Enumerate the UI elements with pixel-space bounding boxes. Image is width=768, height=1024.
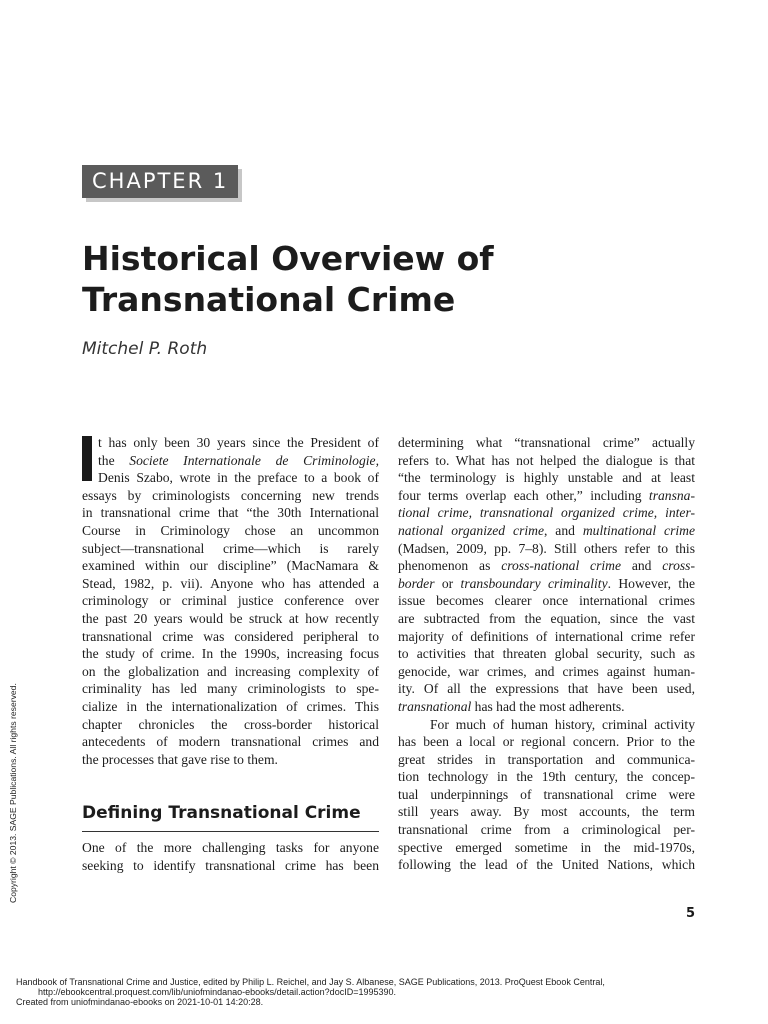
text-line: tional crime, transnational organized crime, inter- <box>398 505 695 521</box>
text-line: transnational has had the most adherents. <box>398 698 625 714</box>
text-line: are subtracted from the equation, since the vast <box>398 610 695 626</box>
text-line: the study of crime. In the 1990s, increasing focus <box>82 646 379 662</box>
text-line: phenomenon as cross-national crime and cross- <box>398 558 695 574</box>
text-line: tion technology in the 19th century, the concep- <box>398 769 695 785</box>
text-line: antecedents of modern transnational crimes and <box>82 734 379 750</box>
text-line: spective emerged sometime in the mid-1970s, <box>398 839 695 855</box>
page-number: 5 <box>686 906 696 921</box>
text-line: criminology or criminal justice conference over <box>82 593 379 609</box>
text-line: cialize in the internationalization of crimes. This <box>82 698 379 714</box>
text-line: majority of definitions of international crime refer <box>398 628 695 644</box>
text-line: great strides in transportation and communica- <box>398 751 695 767</box>
citation-created: Created from uniofmindanao-ebooks on 2021-10-01 14:20:28. <box>16 997 264 1007</box>
text-line: tual underpinnings of transnational crime were <box>398 786 695 802</box>
text-line: the processes that gave rise to them. <box>82 751 278 767</box>
history-paragraph <box>398 716 695 874</box>
text-line: the past 20 years would be struck at how recently <box>82 610 379 626</box>
text-line: issue becomes clearer once international crimes <box>398 593 695 609</box>
intro-paragraph <box>82 434 379 768</box>
citation-url[interactable]: http://ebookcentral.proquest.com/lib/uniofmindanao-ebooks/detail.action?docID=1995390. <box>38 987 396 997</box>
text-line: t has only been 30 years since the President of <box>98 435 379 450</box>
text-line: chapter chronicles the cross-border historical <box>82 716 379 732</box>
text-line: determining what “transnational crime” actually <box>398 435 695 450</box>
chapter-label: CHAPTER 1 <box>82 165 238 198</box>
text-line: four terms overlap each other,” including transna- <box>398 487 695 503</box>
section-paragraph <box>82 839 379 874</box>
body-column-right <box>398 434 695 874</box>
text-line: “the terminology is highly unstable and at least <box>398 470 695 486</box>
text-line: essays by criminologists concerning new trends <box>82 487 379 503</box>
text-line: in transnational crime that “the 30th International <box>82 505 379 521</box>
text-line: border or transboundary criminality. However, the <box>398 575 695 591</box>
citation-footer <box>16 977 605 1007</box>
body-column-left <box>82 434 379 768</box>
section-body <box>82 839 379 874</box>
chapter-title <box>82 238 642 320</box>
text-line: seeking to identify transnational crime has been <box>82 857 379 873</box>
text-line: For much of human history, criminal activity <box>430 716 695 732</box>
text-line: ity. Of all the expressions that have been used, <box>398 681 695 697</box>
text-line: to activities that threaten global security, such as <box>398 646 695 662</box>
copyright-notice: Copyright © 2013. SAGE Publications. All rights reserved. <box>8 683 18 903</box>
text-line: Stead, 1982, p. vii). Anyone who has attended a <box>82 575 379 591</box>
citation-line-1: Handbook of Transnational Crime and Justice, edited by Philip L. Reichel, and Jay S. Albanese, SAGE Publications, 2013. ProQuest Ebook Central, <box>16 977 605 987</box>
text-line: the Societe Internationale de Criminologie, <box>98 452 379 468</box>
text-line: subject—transnational crime—which is rarely <box>82 540 379 556</box>
chapter-title-line-1: Historical Overview of <box>82 239 494 278</box>
text-line: Denis Szabo, wrote in the preface to a book of <box>98 470 379 486</box>
text-line: Course in Criminology chose an uncommon <box>82 522 379 538</box>
text-line: following the lead of the United Nations, which <box>398 857 695 873</box>
text-line: genocide, war crimes, and crimes against human- <box>398 663 695 679</box>
text-line: still years away. By most accounts, the term <box>398 804 695 820</box>
text-line: (Madsen, 2009, pp. 7–8). Still others refer to this <box>398 540 695 556</box>
text-line: on the globalization and increasing complexity of <box>82 663 379 679</box>
chapter-title-line-2: Transnational Crime <box>82 280 456 319</box>
text-line: examined within our discipline” (MacNamara & <box>82 558 379 574</box>
text-line: refers to. What has not helped the dialogue is that <box>398 452 695 468</box>
text-line: One of the more challenging tasks for anyone <box>82 840 379 855</box>
text-line: has been a local or regional concern. Prior to the <box>398 734 695 750</box>
text-line: criminality has led many criminologists to spe- <box>82 681 379 697</box>
text-line: national organized crime, and multinational crime <box>398 522 695 538</box>
section-heading: Defining Transnational Crime <box>82 803 379 832</box>
author-name: Mitchel P. Roth <box>82 339 208 359</box>
definition-paragraph <box>398 434 695 716</box>
text-line: transnational crime from a criminological per- <box>398 822 695 838</box>
text-line: transnational crime was considered peripheral to <box>82 628 379 644</box>
